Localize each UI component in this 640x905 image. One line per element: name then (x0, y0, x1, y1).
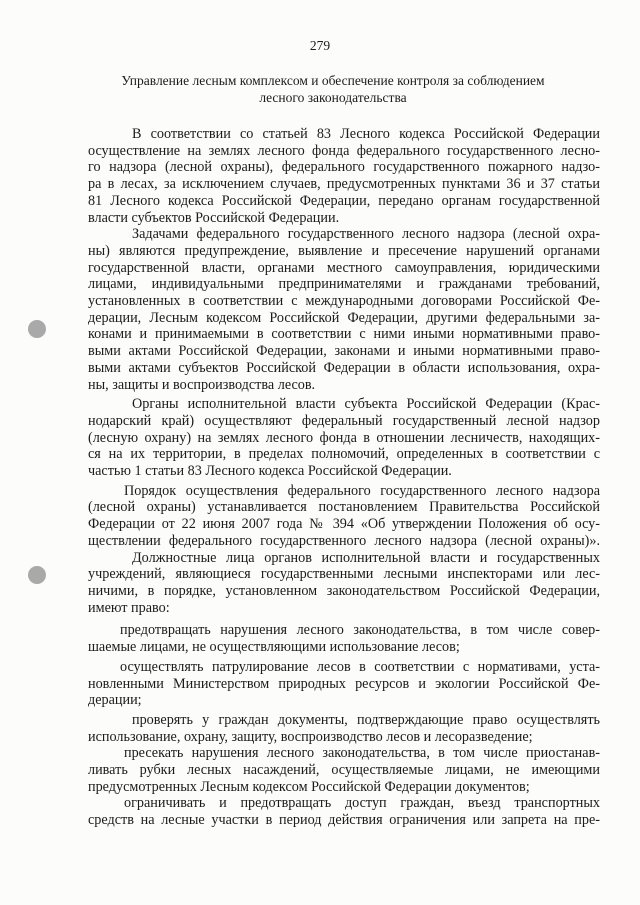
paragraph-procedure (88, 483, 600, 550)
text-line: (лесной охраны) устанавливается постановлением Правительства Российской (88, 499, 600, 516)
text-line: Должностные лица органов исполнительной власти и государственных (132, 549, 600, 566)
text-line: ра в лесах, за исключением случаев, предусмотренных пунктами 36 и 37 статьи (88, 176, 600, 193)
text-line: ны) являются предупреждение, выявление и пресечение нарушений органами (88, 242, 600, 259)
paragraph-tasks (88, 226, 600, 393)
text-line: новленными Министерством природных ресурсов и экологии Российской Фе- (88, 675, 600, 692)
text-line: имеют право: (88, 599, 170, 616)
text-line: предусмотренных Лесным кодексом Российской Федерации документов; (88, 778, 530, 795)
text-line: осуществление на землях лесного фонда федерального государственного лесно- (88, 142, 600, 159)
text-line: ся на их территории, в пределах полномочий, определенных в соответствии с (88, 446, 600, 463)
paragraph-officials (88, 550, 600, 617)
text-line: пресекать нарушения лесного законодательства, в том числе приостанав- (124, 745, 600, 762)
paragraph-right-restrict (88, 795, 600, 828)
text-line: Органы исполнительной власти субъекта Российской Федерации (Крас- (132, 396, 600, 413)
text-line: (лесную охрану) на землях лесного фонда в отношении лесничеств, находящих- (88, 429, 600, 446)
text-line: государственной власти, органами местного самоуправления, юридическими (88, 259, 600, 276)
text-line: ществлении федерального государственного лесного надзора (лесной охраны)». (88, 532, 600, 549)
text-line: 81 Лесного кодекса Российской Федерации, передано органам государственной (88, 192, 600, 209)
text-line: осуществлять патрулирование лесов в соответствии с нормативами, уста- (120, 658, 600, 675)
text-line: ограничивать и предотвращать доступ граждан, въезд транспортных (124, 795, 600, 812)
text-line: дерации; (88, 692, 142, 709)
text-line: Порядок осуществления федерального государственного лесного надзора (124, 482, 600, 499)
text-line: нодарский край) осуществляют федеральный государственный лесной надзор (88, 412, 600, 429)
page-title-line: Управление лесным комплексом и обеспечение контроля за соблюдением (121, 73, 545, 88)
paragraph-right-prevent (88, 622, 600, 655)
text-line: учреждений, являющиеся государственными лесными инспекторами или лес- (88, 566, 600, 583)
text-line: власти субъектов Российской Федерации. (88, 209, 340, 226)
text-line: проверять у граждан документы, подтверждающие право осуществлять (132, 711, 600, 728)
paragraph-right-patrol (88, 659, 600, 709)
paragraph-executive-bodies (88, 396, 600, 480)
document-body (88, 126, 600, 829)
text-line: установленных в соответствии с международными договорами Российской Фе- (88, 293, 600, 310)
text-line: ничими, в порядке, установленном законодательством Российской Федерации, (88, 582, 600, 599)
text-line: частью 1 статьи 83 Лесного кодекса Российской Федерации. (88, 463, 452, 480)
text-line: средств на лесные участки в период действия ограничения или запрета на пре- (88, 812, 600, 829)
page-title-line: лесного законодательства (259, 90, 407, 105)
paragraph-right-suppress (88, 745, 600, 795)
punch-hole-upper (28, 320, 46, 338)
text-line: выми актами субъектов Российской Федерации в области использования, охра- (88, 359, 600, 376)
page-title (118, 72, 548, 106)
text-line: конами и принимаемыми в соответствии с ними иными нормативными право- (88, 326, 600, 343)
text-line: Федерации от 22 июня 2007 года № 394 «Об утверждении Положения об осу- (88, 516, 600, 533)
text-line: ливать рубки лесных насаждений, осуществляемые лицами, не имеющими (88, 762, 600, 779)
text-line: го надзора (лесной охраны), федерального государственного пожарного надзо- (88, 159, 600, 176)
punch-hole-lower (28, 566, 46, 584)
text-line: шаемые лицами, не осуществляющими использование лесов; (88, 639, 460, 656)
text-line: лицами, индивидуальными предпринимателями и гражданами требований, (88, 276, 600, 293)
text-line: дерации, Лесным кодексом Российской Федерации, другими федеральными за- (88, 309, 600, 326)
text-line: Задачами федерального государственного лесного надзора (лесной охра- (132, 226, 600, 243)
paragraph-right-check (88, 712, 600, 745)
text-line: выми актами Российской Федерации, законами и иными нормативными право- (88, 343, 600, 360)
text-line: использование, охрану, защиту, воспроизводство лесов и лесоразведение; (88, 728, 533, 745)
page-number: 279 (309, 38, 331, 53)
text-line: предотвращать нарушения лесного законодательства, в том числе совер- (120, 622, 600, 639)
text-line: ны, защиты и воспроизводства лесов. (88, 376, 316, 393)
paragraph-legal-basis (88, 126, 600, 226)
text-line: В соответствии со статьей 83 Лесного кодекса Российской Федерации (132, 126, 600, 142)
